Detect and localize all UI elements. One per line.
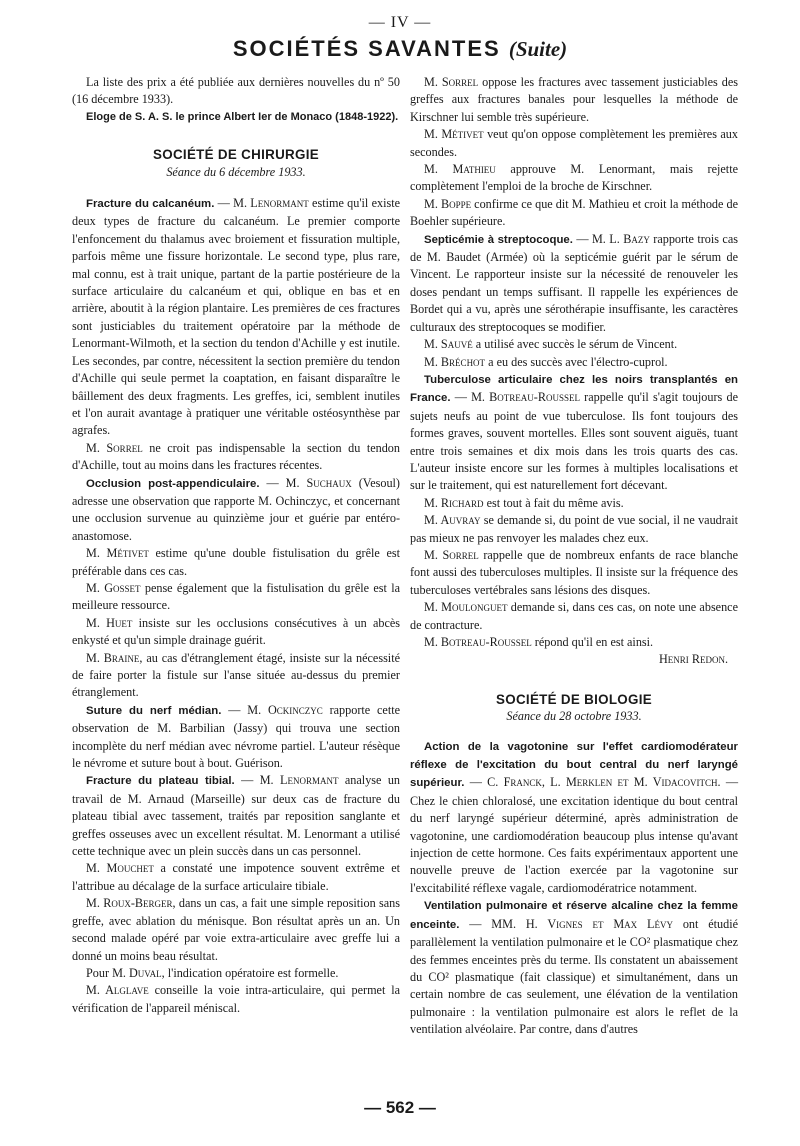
paragraph [410,495,738,512]
paragraph-text: rappelle que de nombreux enfants de race blanche font aussi des tuberculoses multiples. Il insiste sur la fréquence des tuberculoses vertébrales sans lésions des disques. [410,547,738,597]
author-names: — C. Franck, L. Merklen et M. Vidacovitch. [469,775,721,790]
paragraph-heading: Suture du nerf médian. [86,704,222,717]
author-name: M. Gosset [86,580,141,595]
paragraph-text: veut qu'on oppose complètement les premières aux secondes. [410,127,738,159]
paragraph [410,196,738,231]
paragraph [410,634,738,651]
paragraph [410,161,738,196]
paragraph [410,354,738,371]
author-name: M. Huet [86,615,133,630]
page-header: — IV — [368,14,432,31]
paragraph-heading: Fracture du calcanéum. [86,198,215,211]
paragraph-text: — Chez le chien chloralosé, une excitation identique du bout central du nerf laryngé supérieur déterminé, après administration de vagotonine, une cardiomodération beaucoup plus intense qu'avant injection de cette hormone. Ces faits expérimentaux apportent une nouvelle preuve de l'action exercée par la vagotonine sur l'excitabilité réflexe vagale, cardiomodératrice notamment. [410,775,738,895]
paragraph [72,580,400,615]
author-name: M. Auvray [424,513,481,528]
paragraph-heading: Fracture du plateau tibial. [86,775,235,788]
paragraph [410,599,738,634]
author-name: M. Métivet [86,546,149,561]
paragraph-text: est tout à fait du même avis. [486,495,624,510]
author-name: M. Métivet [424,127,484,142]
left-column [72,74,400,1017]
page-title [0,36,800,62]
paragraph-heading: Action de la vagotonine sur l'effet cardiomodérateur réflexe de l'excitation du bout central du nerf laryngé supérieur. [410,740,738,790]
paragraph-text: conseille la voie intra-articulaire, qui permet la vérification de l'appareil méniscal. [72,983,401,1015]
paragraph-text: insiste sur les occlusions consécutives à un abcès enkysté et qu'un simple drainage guérit. [72,615,401,648]
paragraph [72,965,400,982]
paragraph [410,126,738,161]
paragraph [72,615,400,650]
author-name: M. Moulonguet [424,600,508,615]
paragraph-text: demande si, dans ces cas, on note une absence de contracture. [410,600,739,632]
paragraph: Suture du nerf médian. — M. Ockinczyc rapporte cette observation de M. Barbilian (Jassy) qui trouva une section incomplète du nerf médian avec névrome partiel. L'auteur résèque le névrome et suture bout à bout. Guérison. [72,702,401,771]
section-title-biologie: SOCIÉTÉ DE BIOLOGIE [496,691,652,707]
paragraph-text: confirme ce que dit M. Mathieu et croit la méthode de Boehler supérieure. [410,196,738,229]
paragraph: Septicémie à streptocoque. — M. L. Bazy rapporte trois cas de M. Baudet (Armée) où la septicémie guérit par le sérum de Vincent. Le rapporteur insiste sur la nécessité de renouveler les doses pendant un temps suffisant. Il rappelle les expériences de Bordet qui a vu, après une sérothérapie insuffisante, les caractères culturaux des streptocoques se modifier. [410,231,738,334]
author-name: M. Roux-Berger [86,896,173,911]
paragraph [410,738,738,898]
paragraph-heading: Ventilation pulmonaire et réserve alcaline chez la femme enceinte. [410,900,738,931]
paragraph-text: oppose les fractures avec tassement justiciables des greffes aux fractures banales pour lesquelles la méthode de Kirschner lui semble très supérieure. [410,75,738,124]
author-name: M. Sauvé [424,337,473,352]
paragraph [410,547,738,599]
paragraph-text: rapporte cette observation de M. Barbilian (Jassy) qui trouva une section incomplète du nerf médian avec névrome partiel. L'auteur résèque le névrome et suture bout à bout. Guérison. [72,702,401,771]
right-column [410,74,738,1039]
paragraph: Tuberculose articulaire chez les noirs transplantés en France. — M. Botreau-Roussel rappelle qu'il s'agit toujours de sujets neufs au point de vue tuberculose. Ils font toujours des formes graves, souvent mortelles. Elles sont souvent aiguës, tuant entre trois semaines et dix mois dans les trois quarts des cas. L'auteur insiste encore sur les formes à multiples localisations et sur le traitement, qui est naturellement fort décevant. [410,373,738,493]
title-suite: (Suite) [508,37,568,61]
author-name: M. Alglave [86,983,149,998]
paragraph-text: (Vesoul) adresse une observation que rapporte M. Ochinczyc, et concernant une occlusion survenue au quinzième jour et guérie par entéro-anastomose. [72,475,400,543]
paragraph-text: a utilisé avec succès le sérum de Vincent. [475,337,678,352]
author-names: — MM. H. Vignes et Max Lévy [469,916,673,931]
paragraph [72,650,400,702]
author-name: M. Sorrel [424,547,479,562]
paragraph-heading: Septicémie à streptocoque. [424,233,573,246]
paragraph-text: rapporte trois cas de M. Baudet (Armée) où la septicémie guérit par le sérum de Vincent. Le rapporteur insiste sur la nécessité de renouveler les doses pendant un temps suffisant. Il rappelle les expériences de Bordet qui a vu, après une sérothérapie insuffisante, les caractères culturaux des streptocoques se modifier. [410,231,738,334]
signature: Henri Redon. [658,652,728,667]
paragraph [410,336,738,353]
author-name: M. Ockinczyc [247,702,323,717]
paragraph-prefix: Pour [86,965,110,980]
author-name: M. L. Bazy [591,231,650,246]
author-name: M. Braine [86,650,140,665]
author-name: M. Mathieu [424,162,496,177]
paragraph-text: a constaté une impotence souvent extrême et l'attribue au décalage de la surface articulaire tibiale. [72,861,400,893]
paragraph-text: rappelle qu'il s'agit toujours de sujets neufs au point de vue tuberculose. Ils font toujours des formes graves, souvent mortelles. Elles sont souvent aiguës, tuant entre trois semaines et dix mois dans les trois quarts des cas. L'auteur insiste encore sur les formes à multiples localisations et sur le traitement, qui est naturellement fort décevant. [410,390,738,493]
author-name: M. Suchaux [285,475,352,490]
paragraph-text: répond qu'il en est ainsi. [534,635,654,649]
paragraph-text: analyse un travail de M. Arnaud (Marseille) sur deux cas de fracture du plateau tibial avec tassement, traités par reposition sanglante et greffes osseuses avec un excellent résultat. M. Lenormant a utilisé cette technique avec un plein succès dans un cas personnel. [72,773,401,859]
paragraph [410,897,738,1038]
author-name: M. Botreau-Roussel [424,635,532,649]
author-name: M. Duval [112,965,162,980]
author-name: M. Bréchot [424,354,486,369]
paragraph: Fracture du plateau tibial. — M. Lenormant analyse un travail de M. Arnaud (Marseille) sur deux cas de fracture du plateau tibial avec tassement, traités par reposition sanglante et greffes osseuses avec un excellent résultat. M. Lenormant a utilisé cette technique avec un plein succès dans un cas personnel. [72,773,401,859]
author-name: M. Mouchet [86,861,154,876]
paragraph-text: , au cas d'étranglement étagé, insiste sur la nécessité de faire porter la fistule sur l'anse située au-dessus du premier étranglement. [72,650,400,700]
paragraph [72,982,400,1017]
author-name: M. Lenormant [259,773,339,788]
paragraph-text: , l'indication opératoire est formelle. [161,965,339,980]
paragraph-text: ont étudié parallèlement la ventilation pulmonaire et le CO² plasmatique chez des femmes enceintes près du terme. Ils constatent un abaissement du CO² plasmatique (fait classique) et simultanément, dans un certain nombre de cas seulement, une élévation de la ventilation pulmonaire : la ventilation pulmonaire est alors le reflet de la ventilation alvéolaire. Par contre, dans d'autres [410,916,739,1037]
paragraph [72,545,400,580]
seance-biologie: Séance du 28 octobre 1933. [506,709,642,724]
paragraph-text: pense également que la fistulisation du grêle est la meilleure ressource. [72,580,401,613]
section-title-chirurgie: SOCIÉTÉ DE CHIRURGIE [153,147,319,163]
paragraph-text: se demande si, du point de vue social, il ne vaudrait pas mieux ne pas renvoyer les malades chez eux. [410,513,739,545]
title-text: SOCIÉTÉS SAVANTES [232,36,501,61]
paragraph [72,895,400,965]
author-name: M. Richard [424,495,484,510]
paragraph-text: a eu des succès avec l'électro-cuprol. [488,354,668,369]
paragraph [410,512,738,547]
intro-paragraph: La liste des prix a été publiée aux dernières nouvelles du nº 50 (16 décembre 1933). [72,75,400,107]
paragraph-text: estime qu'une double fistulisation du grêle est préférable dans ces cas. [72,546,400,578]
paragraph-text: ne croit pas indispensable la section du tendon d'Achille, tout au moins dans les fractures récentes. [72,440,400,473]
paragraph-text: , dans un cas, a fait une simple reposition sans greffe, avec ablation du ménisque. Bon résultat après un an. Un second malade opéré par voie extra-articulaire avec greffe lui a donné un moins beau résultat. [72,896,400,963]
paragraph-text: approuve M. Lenormant, mais rejette complètement l'emploi de la broche de Kirschner. [410,162,738,194]
paragraph [410,74,738,126]
author-name: M. Sorrel [86,440,143,455]
author-name: M. Sorrel [424,75,479,89]
page-number: — 562 — [364,1098,436,1117]
paragraph: Fracture du calcanéum. — M. Lenormant estime qu'il existe deux types de fracture du calcanéum. Le premier comporte l'enfoncement du thalamus avec broiement et fissuration multiple, parfois même une fissure horizontale. Le second type, plus rare, mal connu, est à trait unique, partant de la partie postérieure de la surface articulaire du calcanéum et qui, oblique en bas et en arrière, aboutit à la région plantaire. Les premières de ces fractures sont justiciables du traitement opératoire par la méthode de Lenormant-Wilmoth, et la section du tendon d'Achille y est inutile. Les secondes, par contre, nécessitent la section première du tendon d'Achille qui seule permet la coaptation, en faisant disparaître le bâillement des deux fragments. Les greffes, ici, semblent inutiles et l'on aurait avantage à pratiquer une véritable ostéosynthèse par agrafes. [72,196,401,438]
author-name: M. Boppe [424,196,472,211]
author-name: M. Lenormant [233,196,309,211]
paragraph [72,440,400,475]
paragraph-heading: Tuberculose articulaire chez les noirs transplantés en France. [410,373,738,405]
eloge-paragraph: Eloge de S. A. S. le prince Albert Ier de Monaco (1848-1922). [86,110,399,123]
author-name: M. Botreau-Roussel [471,390,580,405]
paragraph [72,860,400,895]
paragraph-text: estime qu'il existe deux types de fracture du calcanéum. Le premier comporte l'enfoncement du thalamus avec broiement et fissuration multiple, parfois même une fissure horizontale. Le second type, plus rare, mal connu, est à trait unique, partant de la partie postérieure de la surface articulaire du calcanéum et qui, oblique en bas et en arrière, aboutit à la région plantaire. Les premières de ces fractures sont justiciables du traitement opératoire par la méthode de Lenormant-Wilmoth, et la section du tendon d'Achille y est inutile. Les secondes, par contre, nécessitent la section première du tendon d'Achille qui seule permet la coaptation, en faisant disparaître le bâillement des deux fragments. Les greffes, ici, semblent inutiles et l'on aurait avantage à pratiquer une véritable ostéosynthèse par agrafes. [72,196,401,438]
seance-chirurgie: Séance du 6 décembre 1933. [166,164,306,179]
paragraph: Occlusion post-appendiculaire. — M. Suchaux (Vesoul) adresse une observation que rapporte M. Ochinczyc, et concernant une occlusion survenue au quinzième jour et guérie par entéro-anastomose. [72,475,400,543]
paragraph-heading: Occlusion post-appendiculaire. [86,477,260,490]
